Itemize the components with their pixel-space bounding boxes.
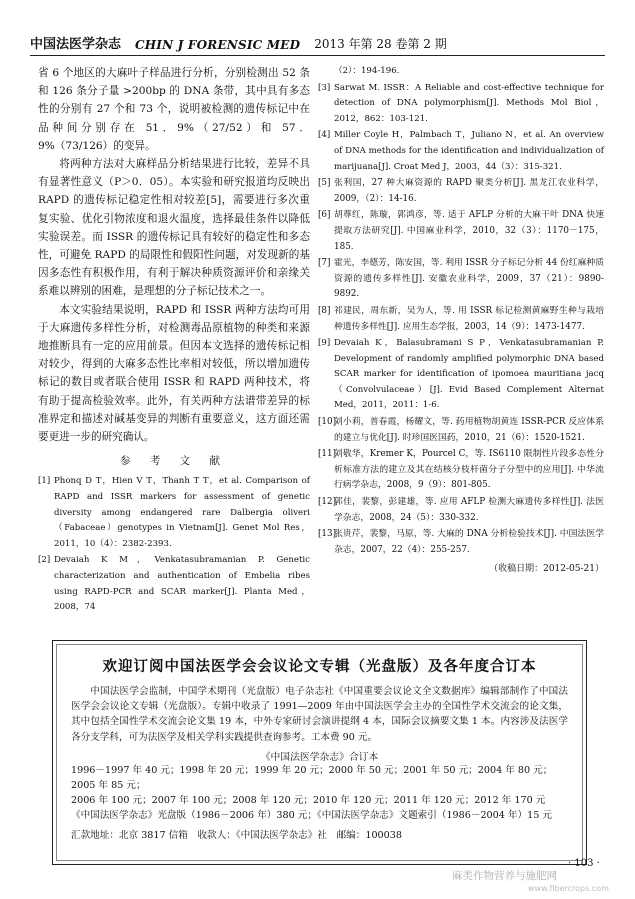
reference-number: [7] (318, 258, 331, 269)
header-rule (30, 55, 605, 56)
page-number: · 103 · (568, 858, 600, 869)
received-date: （收稿日期：2012-05-21） (489, 564, 604, 575)
reference-number: [2] (38, 555, 51, 566)
left-column (38, 64, 310, 617)
reference-number: [3] (318, 82, 331, 93)
price-list-line-2: 2006 年 100 元；2007 年 100 元；2008 年 120 元；2010 年 120 元；2011 年 120 元；2012 年 170 元 (71, 795, 546, 807)
subscription-notice-box (52, 640, 587, 865)
reference-item (318, 527, 604, 558)
reference-text: 张利国，27 种大麻资源的 RAPD 聚类分析[J]. 黑龙江农业科学，2009，（2）：14-16. (334, 178, 604, 204)
references-heading: 参 考 文 献 (119, 455, 228, 468)
notice-title: 欢迎订阅中国法医学会会议论文专辑（光盘版）及各年度合订本 (102, 659, 537, 675)
reference-number: [1] (38, 476, 51, 487)
journal-title-en: CHIN J FORENSIC MED (135, 38, 301, 52)
reference-item (318, 81, 604, 128)
reference-text: 胡尊红，陈璇，郭鸿彦，等. 适于 AFLP 分析的大麻干叶 DNA 快速提取方法研究[J]. 中国麻业科学，2010，32（3）：1170－175，185. (334, 210, 604, 252)
cd-price-line: 《中国法医学杂志》光盘版（1986－2006 年）380 元；《中国法医学杂志》文题索引（1986－2004 年）15 元 (71, 810, 552, 822)
reference-item (318, 208, 604, 255)
reference-item (318, 304, 604, 335)
reference-number: [10] (318, 417, 337, 428)
reference-text: 张贵芹，裴黎，马原，等. 大麻的 DNA 分析检验技术[J]. 中国法医学杂志，2007，22（4）：255-257. (334, 529, 604, 555)
reference-item (318, 128, 604, 175)
reference-text: Phonq D T，Hien V T，Thanh T T，et al. Comparison of RAPD and ISSR markers for assessment of genetic diversity among endangered rare Dalbergia oliveri（Fabaceae）genotypes in Vietnam[J]. Genet Mol Res，2011，10（4）：2382-2393. (54, 476, 310, 549)
reference-text: Devaiah K，Balasubramani S P，Venkatasubramanian P. Development of randomly amplified polymorphic DNA based SCAR marker for identification of ipomoea mauritiana jacq（Convolvulaceae）[J]. Evid Based Complement Alternat Med，2011，2011：1-6. (334, 338, 604, 411)
paragraph-2: 将两种方法对大麻样品分析结果进行比较，差异不具有显著性意义（P＞0．05）。本实验和研究报道均反映出 RAPD 的遗传标记稳定性相对较差[5]，需要进行多次重复实验、优化引物浓度和退火温度，选择最佳条件以降低实验误差。而 ISSR 的遗传标记具有较好的稳定性和多态性，可避免 RAPD 的局限性和假阳性问题，对发现新的基因多态性有积极作用，有利于解决种质资源评价和亲缘关系难以辨别的困难，是理想的分子标记技术之一。 (38, 158, 310, 298)
reference-number: [8] (318, 305, 331, 316)
reference-text: 郭佳，裴黎，彭建雄，等. 应用 AFLP 检测大麻遗传多样性[J]. 法医学杂志，2008，24（5）：330-332. (334, 497, 604, 523)
right-column (318, 64, 604, 579)
reference-text: （2）：194-196. (334, 66, 400, 76)
reference-item (318, 176, 604, 207)
bound-volume-heading: 《中国法医学杂志》合订本 (260, 751, 379, 763)
reference-item (318, 495, 604, 526)
reference-text: 霍光，李德芳，陈安国，等. 利用 ISSR 分子标记分析 44 份红麻种质资源的遗传多样性[J]. 安徽农业科学，2009，37（21）：9890-9892. (334, 258, 604, 300)
reference-item (318, 447, 604, 494)
watermark-text: 麻类作物营养与施肥网 (452, 870, 557, 882)
reference-text: 祁建民，周东新，吴为人，等. 用 ISSR 标记检测黄麻野生种与栽培种遗传多样性[J]. 应用生态学报，2003，14（9）：1473-1477. (334, 305, 604, 332)
issue-info: 2013 年第 28 卷第 2 期 (314, 37, 447, 51)
reference-item (38, 553, 310, 615)
reference-number: [9] (318, 338, 331, 349)
reference-item (318, 336, 604, 414)
reference-number: [5] (318, 178, 331, 189)
reference-item (318, 256, 604, 303)
watermark-url: www.fibercrops.com (528, 884, 609, 893)
running-header (30, 32, 605, 52)
reference-item (38, 474, 310, 552)
reference-number: [12] (318, 497, 337, 508)
notice-body: 中国法医学会监制，中国学术期刊（光盘版）电子杂志社《中国重要会议论文全文数据库》编辑部制作了中国法医学会会议论文专辑（光盘版）。专辑中收录了 1991—2009 年由中国法医学会主办的全国性学术交流会的论文集，其中包括全国性学术交流会论文集 19 本，中外专家研讨会演讲提纲 4 本，国际会议摘要文集 1 本。内容涉及法医学各分支学科，可为法医学及相关学科实践提供查询参考。工本费 90 元。 (71, 686, 568, 743)
reference-continuation (318, 64, 604, 80)
reference-number: [4] (318, 130, 331, 141)
reference-text: Miller Coyle H，Palmbach T，Juliano N，et al. An overview of DNA methods for the identification and individualization of marijuana[J]. Croat Med J，2003，44（3）：315-321. (334, 130, 604, 172)
reference-text: Devaiah K M，Venkatasubramanian P. Genetic characterization and authentication of Embelia ribes using RAPD-PCR and SCAR marker[J]. Planta Med，2008，74 (54, 555, 310, 613)
remittance-address: 汇款地址：北京 3817 信箱 收款人：《中国法医学杂志》社 邮编：100038 (71, 829, 402, 841)
reference-number: [6] (318, 210, 331, 221)
journal-title-cn: 中国法医学杂志 (30, 37, 122, 52)
reference-text: Sarwat M. ISSR：A Reliable and cost-effective technique for detection of DNA polymorphism[J]. Methods Mol Biol，2012，862：103-121. (334, 82, 604, 124)
paragraph-1: 省 6 个地区的大麻叶子样品进行分析，分别检测出 52 条和 126 条分子量 >200bp 的 DNA 条带，其中具有多态性的分别有 27 个和 73 个，说明被检测的遗传标记中在品种间分别存在 51．9%（27/52）和 57．9%（73/126）的变异。 (38, 67, 310, 152)
paragraph-3: 本文实验结果说明，RAPD 和 ISSR 两种方法均可用于大麻遗传多样性分析，对检测毒品原植物的种类和来源地推断具有一定的应用前景。但因本文选择的遗传标记相对较少，得到的大麻多态性比率相对较低，所以增加遗传标记的数目或者联合使用 ISSR 和 RAPD 两种技术，将有助于提高检验效率。此外，有关两种方法谱带差异的标准界定和描述对碱基变异的判断有重要意义，这方面还需要更进一步的研究确认。 (38, 303, 310, 444)
reference-number: [13] (318, 529, 337, 540)
price-list-line-1: 1996－1997 年 40 元；1998 年 20 元；1999 年 20 元；2000 年 50 元；2001 年 50 元；2004 年 80 元；2005 年 85 元； (71, 764, 553, 792)
reference-text: 刘小莉，普春霞，杨耀文，等. 药用植物胡黄连 ISSR-PCR 反应体系的建立与优化[J]. 时珍国医国药，2010，21（6）：1520-1521. (334, 417, 604, 443)
reference-text: 刘敬华，Kremer K，Pourcel C，等. IS6110 限制性片段多态性分析标准方法的建立及其在结核分枝杆菌分子分型中的应用[J]. 中华流行病学杂志，2008，9（9）：801-805. (334, 449, 604, 491)
reference-item (318, 415, 604, 446)
reference-number: [11] (318, 449, 337, 460)
